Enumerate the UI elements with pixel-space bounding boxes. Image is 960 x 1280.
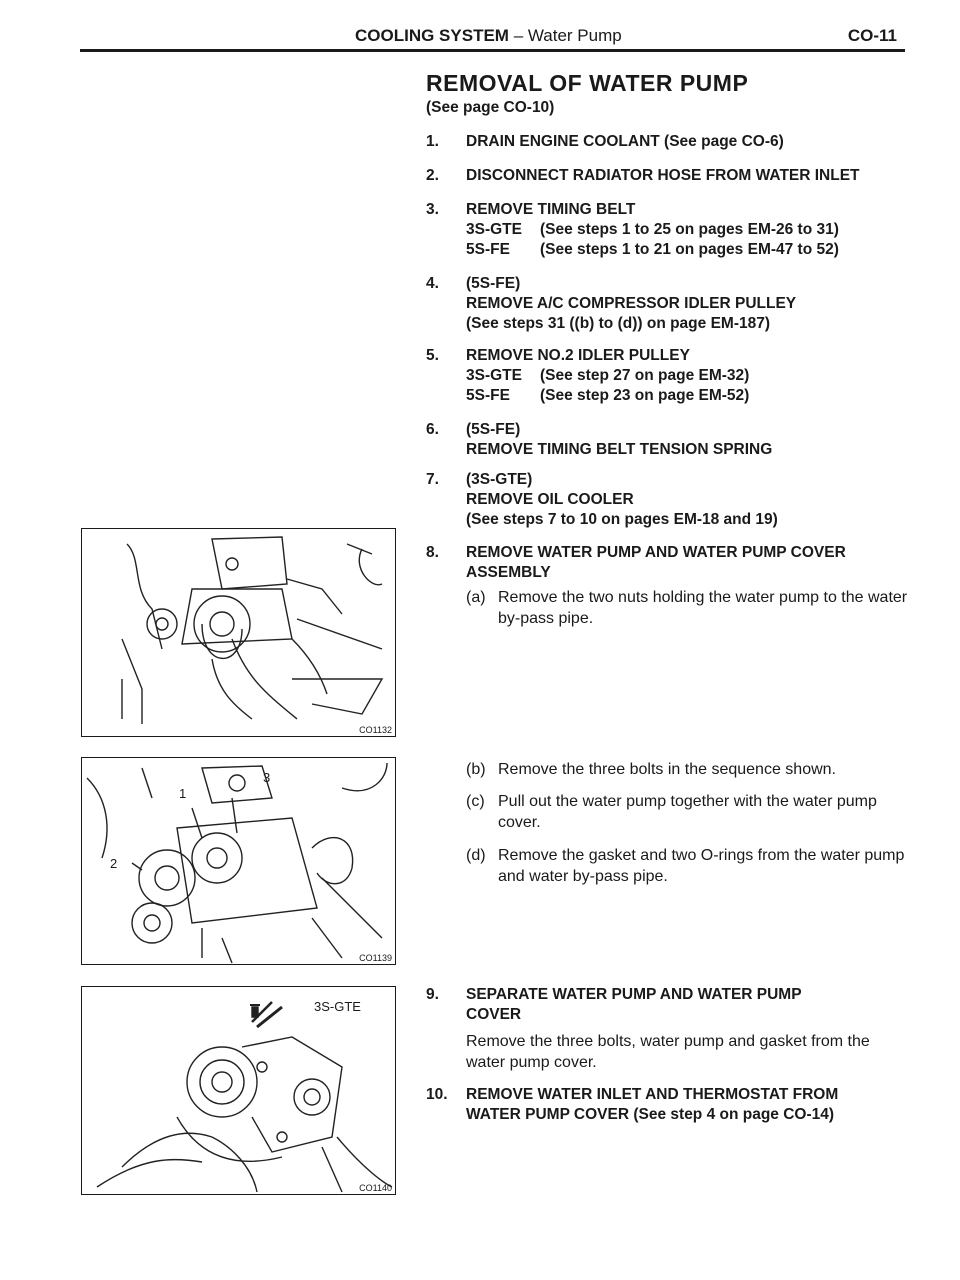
step-number: 6. [426, 421, 439, 438]
header-separator: – [508, 26, 528, 45]
engine-code: 3S-GTE [466, 221, 522, 238]
step-number: 10. [426, 1086, 448, 1103]
step-number: 5. [426, 347, 439, 364]
substep-text: Remove the gasket and two O-rings from the water pump and water by-pass pipe. [498, 847, 905, 885]
step-text: DRAIN ENGINE COOLANT (See page CO-6) [466, 133, 784, 150]
step-5 [426, 346, 911, 406]
figure-water-pump-nuts [81, 528, 396, 737]
step-number: 7. [426, 471, 439, 488]
figure-code: CO1132 [359, 725, 392, 735]
header-rule [80, 49, 905, 52]
step-body [466, 470, 911, 530]
step-title: REMOVE TIMING BELT [466, 201, 636, 218]
step-line: (3S-GTE) [466, 471, 533, 488]
step-8 [426, 543, 911, 583]
step-2 [426, 166, 911, 186]
step-9-instruction: Remove the three bolts, water pump and gasket from the water pump cover. [466, 1033, 870, 1071]
engine-illustration [82, 529, 395, 736]
step-number: 1. [426, 133, 439, 150]
engine-code: 3S-GTE [466, 367, 522, 384]
step-line: (5S-FE) [466, 421, 521, 438]
substep-label: (b) [466, 761, 486, 778]
engine-row [466, 220, 911, 240]
engine-row [466, 386, 911, 406]
substep-c [466, 791, 911, 833]
substep-text: Remove the two nuts holding the water pump to the water by-pass pipe. [498, 589, 908, 627]
section-name: COOLING SYSTEM [355, 26, 509, 45]
step-body [466, 1085, 911, 1125]
step-3 [426, 200, 911, 260]
page-header [80, 22, 905, 52]
step-number: 8. [426, 544, 439, 561]
engine-illustration [82, 758, 395, 964]
substep-a [466, 587, 911, 629]
page-number: CO-11 [847, 26, 897, 45]
engine-label: 3S-GTE [314, 999, 361, 1014]
step-line: REMOVE A/C COMPRESSOR IDLER PULLEY [466, 295, 797, 312]
step-line: SEPARATE WATER PUMP AND WATER PUMP [466, 986, 802, 1003]
substep-d [466, 845, 911, 887]
step-body [466, 274, 911, 334]
header-title [355, 26, 622, 46]
step-line: COVER [466, 1006, 522, 1023]
substep-text: Pull out the water pump together with the water pump cover. [498, 793, 877, 831]
subsection-name: Water Pump [527, 26, 622, 45]
step-body [466, 346, 911, 406]
substep-label: (c) [466, 793, 485, 810]
step-text: DISCONNECT RADIATOR HOSE FROM WATER INLET [466, 167, 860, 184]
figure-bolt-sequence [81, 757, 396, 965]
page-ref: (See step 23 on page EM-52) [540, 387, 750, 404]
step-7 [426, 470, 911, 530]
substep-label: (a) [466, 589, 486, 606]
step-4 [426, 274, 911, 334]
figure-code: CO1140 [359, 1183, 392, 1193]
bolt-label-2: 2 [110, 856, 118, 871]
step-9 [426, 985, 911, 1025]
bolt-label-3: 3 [263, 770, 271, 785]
step-6 [426, 420, 911, 460]
step-number: 9. [426, 986, 439, 1003]
step-body [466, 985, 911, 1025]
engine-code: 5S-FE [466, 241, 510, 258]
engine-row [466, 240, 911, 260]
step-line: REMOVE TIMING BELT TENSION SPRING [466, 441, 773, 458]
figure-separate-pump [81, 986, 396, 1195]
step-title: REMOVE NO.2 IDLER PULLEY [466, 347, 690, 364]
step-line: WATER PUMP COVER (See step 4 on page CO-14) [466, 1106, 835, 1123]
step-line: REMOVE WATER PUMP AND WATER PUMP COVER [466, 544, 846, 561]
engine-code: 5S-FE [466, 387, 510, 404]
step-body [466, 200, 911, 260]
substep-text: Remove the three bolts in the sequence shown. [498, 761, 836, 778]
step-number: 3. [426, 201, 439, 218]
pump-illustration [82, 987, 395, 1194]
bolt-label-1: 1 [179, 786, 187, 801]
page-ref: (See steps 1 to 21 on pages EM-47 to 52) [540, 241, 839, 258]
page-ref: (See steps 1 to 25 on pages EM-26 to 31) [540, 221, 839, 238]
step-line: ASSEMBLY [466, 564, 551, 581]
substep-label: (d) [466, 847, 486, 864]
step-number: 2. [426, 167, 439, 184]
section-heading: REMOVAL OF WATER PUMP [426, 70, 749, 96]
step-body [466, 543, 911, 583]
engine-row [466, 366, 911, 386]
page-ref: (See step 27 on page EM-32) [540, 367, 750, 384]
figure-code: CO1139 [359, 953, 392, 963]
step-line: (See steps 31 ((b) to (d)) on page EM-187) [466, 315, 771, 332]
step-body [466, 420, 911, 460]
step-line: (5S-FE) [466, 275, 521, 292]
step-number: 4. [426, 275, 439, 292]
see-page-reference: (See page CO-10) [426, 99, 555, 116]
step-line: REMOVE WATER INLET AND THERMOSTAT FROM [466, 1086, 839, 1103]
step-line: REMOVE OIL COOLER [466, 491, 634, 508]
step-1 [426, 132, 911, 152]
step-10 [426, 1085, 911, 1125]
step-line: (See steps 7 to 10 on pages EM-18 and 19) [466, 511, 778, 528]
substep-b [466, 759, 911, 780]
